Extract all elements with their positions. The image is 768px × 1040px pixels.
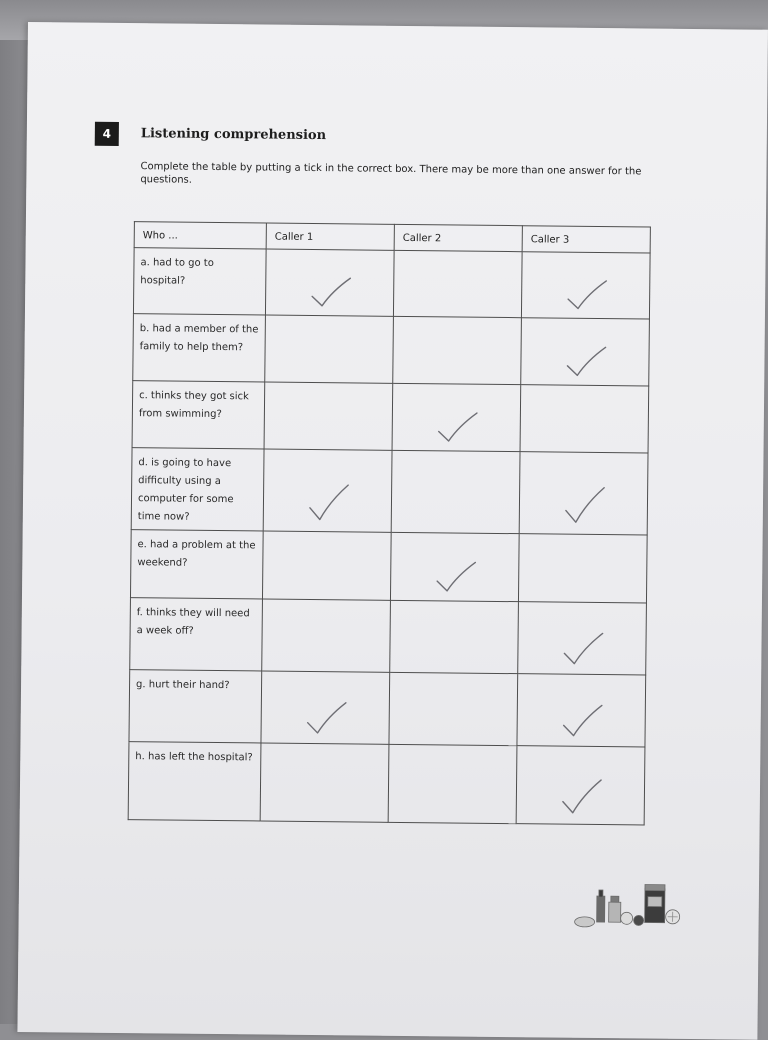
tick-cell-caller-1[interactable] (262, 599, 391, 672)
table-row (129, 670, 646, 747)
section-title: Listening comprehension (140, 126, 327, 144)
tick-cell-caller-1[interactable] (263, 449, 392, 532)
tick-cell-caller-3[interactable] (516, 746, 645, 825)
tick-mark-icon (266, 250, 395, 316)
tick-mark-icon (522, 252, 651, 318)
table-row (133, 248, 650, 319)
tick-cell-caller-2[interactable] (393, 316, 522, 384)
tick-cell-caller-3[interactable] (518, 534, 647, 603)
tick-mark-icon (264, 450, 393, 532)
tick-cell-caller-3[interactable] (518, 602, 647, 675)
header-who: Who ... (134, 222, 266, 249)
question-cell: g. hurt their hand? (129, 670, 262, 743)
tick-cell-caller-1[interactable] (265, 315, 394, 383)
tick-cell-caller-2[interactable] (390, 532, 519, 601)
table-row (132, 381, 649, 453)
tick-cell-caller-1[interactable] (265, 249, 394, 316)
tick-mark-icon (393, 384, 522, 451)
tick-cell-caller-1[interactable] (264, 382, 393, 450)
question-cell: f. thinks they will need a week off? (130, 598, 263, 671)
tick-cell-caller-1[interactable] (260, 743, 389, 822)
section-number-badge: 4 (95, 122, 119, 146)
tick-cell-caller-2[interactable] (390, 600, 519, 673)
tick-cell-caller-2[interactable] (388, 744, 517, 823)
tick-cell-caller-3[interactable] (520, 385, 649, 453)
header-caller-1: Caller 1 (266, 223, 394, 250)
tick-cell-caller-3[interactable] (519, 452, 648, 535)
tick-mark-icon (518, 602, 647, 674)
question-cell: e. had a problem at the weekend? (130, 530, 263, 599)
tick-cell-caller-3[interactable] (517, 674, 646, 747)
question-cell: d. is going to have difficulty using a computer for some time now? (131, 448, 264, 531)
question-cell: c. thinks they got sick from swimming? (132, 381, 265, 449)
tick-cell-caller-2[interactable] (389, 672, 518, 745)
table-row (130, 598, 647, 675)
instructions-text: Complete the table by putting a tick in the correct box. There may be more than one answer for the questions. (140, 161, 642, 186)
medicine-bottles-clipart (566, 874, 687, 935)
header-caller-3: Caller 3 (522, 226, 650, 253)
worksheet-paper (17, 22, 768, 1040)
table-row (130, 530, 647, 603)
tick-mark-icon (261, 671, 390, 743)
question-cell: h. has left the hospital? (128, 742, 261, 821)
tick-cell-caller-3[interactable] (521, 318, 650, 386)
tick-cell-caller-2[interactable] (392, 383, 521, 451)
table-body (128, 248, 650, 825)
tick-cell-caller-2[interactable] (393, 250, 522, 317)
header-caller-2: Caller 2 (394, 224, 522, 251)
tick-mark-icon (520, 452, 649, 534)
table-row (131, 448, 648, 535)
table-row (128, 742, 645, 825)
table-row (133, 314, 650, 386)
tick-mark-icon (391, 533, 520, 601)
tick-cell-caller-2[interactable] (391, 450, 520, 533)
tick-mark-icon (521, 318, 650, 385)
tick-mark-icon (517, 746, 646, 824)
answer-table (128, 221, 651, 825)
tick-mark-icon (517, 674, 646, 746)
question-cell: a. had to go to hospital? (133, 248, 266, 315)
question-cell: b. had a member of the family to help them? (133, 314, 266, 382)
tick-cell-caller-1[interactable] (261, 671, 390, 744)
tick-cell-caller-3[interactable] (521, 252, 650, 319)
tick-cell-caller-1[interactable] (262, 531, 391, 600)
